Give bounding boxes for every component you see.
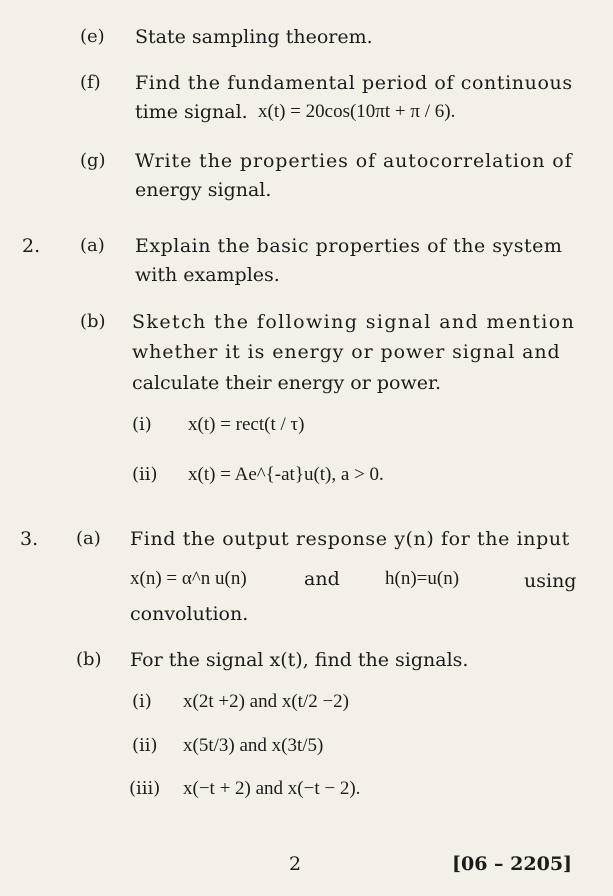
q3b-label: (b) bbox=[76, 649, 102, 670]
q2b-line3: calculate their energy or power. bbox=[132, 372, 442, 394]
item-g-line2: energy signal. bbox=[135, 179, 272, 201]
q3a-line2-and: and bbox=[304, 568, 340, 590]
q3a-label: (a) bbox=[76, 528, 101, 549]
q3b-line1: For the signal x(t), find the signals. bbox=[130, 649, 469, 671]
q2b-line1: Sketch the following signal and mention bbox=[132, 311, 576, 333]
q2-number: 2. bbox=[22, 235, 41, 257]
q3b-sub-ii-label: (ii) bbox=[132, 735, 158, 756]
paper-code: [06 – 2205] bbox=[452, 853, 573, 875]
q3b-sub-ii-text: x(5t/3) and x(3t/5) bbox=[183, 735, 324, 756]
q2b-sub-i-math: x(t) = rect(t / τ) bbox=[188, 414, 305, 435]
q3b-sub-i-text: x(2t +2) and x(t/2 −2) bbox=[183, 691, 350, 712]
q3a-line3: convolution. bbox=[130, 603, 249, 625]
q3a-line2-using: using bbox=[524, 570, 577, 592]
q3a-line1: Find the output response y(n) for the input bbox=[130, 528, 570, 550]
q2b-sub-ii-math: x(t) = Ae^{-at}u(t), a > 0. bbox=[188, 464, 384, 485]
q3b-sub-i-label: (i) bbox=[132, 691, 152, 712]
page-number: 2 bbox=[289, 853, 302, 875]
q2b-sub-i-label: (i) bbox=[132, 414, 152, 435]
item-f-line2-math: x(t) = 20cos(10πt + π / 6). bbox=[258, 101, 456, 122]
q2b-line2: whether it is energy or power signal and bbox=[132, 341, 561, 363]
item-e-label: (e) bbox=[80, 26, 105, 47]
q3a-line2-math2: h(n)=u(n) bbox=[385, 568, 460, 589]
item-g-line1: Write the properties of autocorrelation of bbox=[135, 150, 573, 172]
q3-number: 3. bbox=[20, 528, 39, 550]
q3a-line2-math1: x(n) = α^n u(n) bbox=[130, 568, 247, 589]
item-f-line2-text: time signal. bbox=[135, 101, 248, 123]
q3b-sub-iii-label: (iii) bbox=[129, 778, 161, 799]
item-e-text: State sampling theorem. bbox=[135, 26, 373, 48]
item-g-label: (g) bbox=[80, 150, 106, 171]
item-f-line1: Find the fundamental period of continuous bbox=[135, 72, 573, 94]
item-f-label: (f) bbox=[80, 72, 101, 93]
q3b-sub-iii-text: x(−t + 2) and x(−t − 2). bbox=[183, 778, 361, 799]
q2a-line1: Explain the basic properties of the system bbox=[135, 235, 563, 257]
q2b-sub-ii-label: (ii) bbox=[132, 464, 158, 485]
q2b-label: (b) bbox=[80, 311, 106, 332]
q2a-line2: with examples. bbox=[135, 264, 280, 286]
q2a-label: (a) bbox=[80, 235, 105, 256]
